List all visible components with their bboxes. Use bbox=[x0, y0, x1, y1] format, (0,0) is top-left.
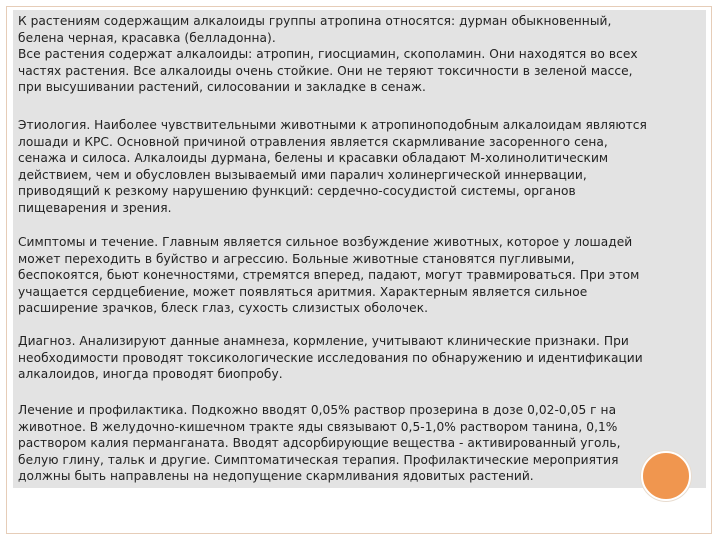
paragraph-intro: К растениям содержащим алкалоиды группы атропина относятся: дурман обыкновенный, белена черная, красавка (белладонна). Все растения содержат алкалоиды: атропин, гиосциамин, скополамин. Они находятся во всех частях растения. Все алкалоиды очень стойкие. Они не теряют токсичности в зеленой массе, при высушивании растений, силосовании и закладке в сенаж. bbox=[18, 14, 638, 95]
paragraph-symptoms: Симптомы и течение. Главным является сильное возбуждение животных, которое у лошадей может переходить в буйство и агрессию. Больные животные становятся пугливыми, беспокоятся, бьют конечностями, стремятся вперед, падают, могут травмироваться. При этом учащается сердцебиение, может появляться аритмия. Характерным является сильное расширение зрачков, блеск глаз, сухость слизистых оболочек. bbox=[18, 235, 640, 316]
paragraph-treatment: Лечение и профилактика. Подкожно вводят 0,05% раствор прозерина в дозе 0,02-0,05 г на животное. В желудочно-кишечном тракте яды связывают 0,5-1,0% раствором танина, 0,1% раствором калия перманганата. Вводят адсорбирующие вещества - активированный уголь, белую глину, тальк и другие. Симптоматическая терапия. Профилактические мероприятия должны быть направлены на недопущение скармливания ядовитых растений. bbox=[18, 403, 621, 484]
paragraph-etiology: Этиология. Наиболее чувствительными животными к атропиноподобным алкалоидам являются лошади и КРС. Основной причиной отравления является скармливание засоренного сена, сенажа и силоса. Алкалоиды дурмана, белены и красавки обладают М-холинолитическим действием, чем и обусловлен вызываемый ими паралич холинергической иннервации, приводящий к резкому нарушению функций: сердечно-сосудистой системы, органов пищеварения и зрения. bbox=[18, 118, 647, 215]
paragraph-diagnosis: Диагноз. Анализируют данные анамнеза, кормление, учитывают клинические признаки. При необходимости проводят токсикологические исследования по обнаружению и идентификации алкалоидов, иногда проводят биопробу. bbox=[18, 334, 643, 382]
accent-circle-icon bbox=[641, 451, 691, 501]
